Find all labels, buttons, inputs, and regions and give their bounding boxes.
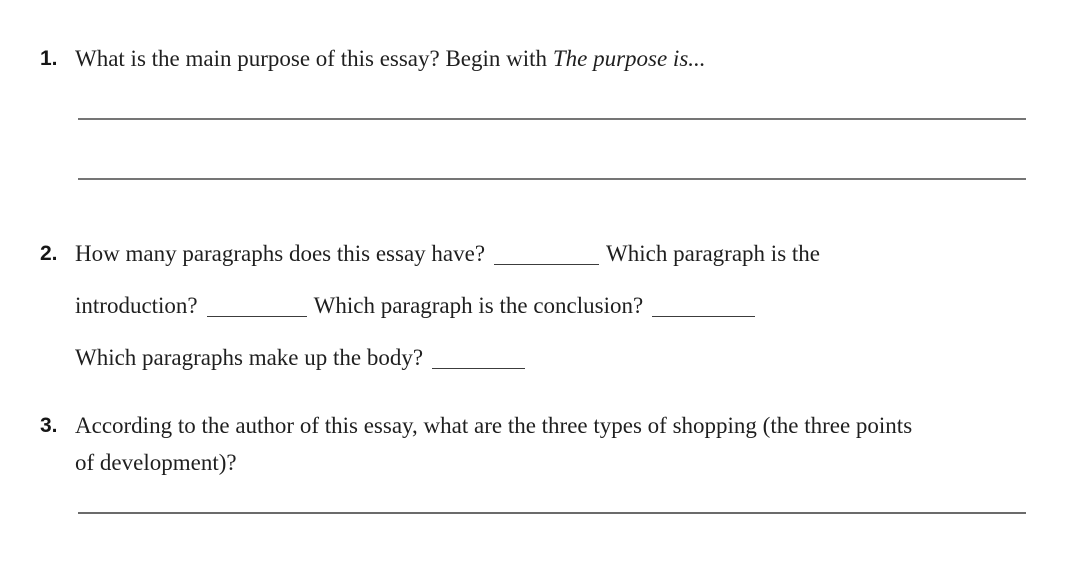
answer-blank-paragraph-count [494, 262, 599, 265]
answer-blank-introduction [207, 314, 307, 317]
question-3-line-2: of development)? [75, 450, 237, 475]
answer-line-1 [78, 118, 1026, 120]
question-3-number: 3. [40, 414, 58, 437]
question-2-text-e: Which paragraphs make up the body? [75, 345, 424, 370]
answer-line-3 [78, 512, 1026, 514]
question-1-text [75, 42, 1060, 76]
question-2 [40, 228, 1070, 384]
question-2-text-b: Which paragraph is the [606, 241, 820, 266]
question-2-number: 2. [40, 242, 58, 265]
question-2-text-c: introduction? [75, 293, 198, 318]
question-3 [40, 407, 1070, 481]
question-1-prompt: What is the main purpose of this essay? Begin with [75, 46, 553, 71]
answer-blank-conclusion [652, 314, 755, 317]
question-3-line-1: According to the author of this essay, what are the three types of shopping (the three points [75, 413, 913, 438]
answer-line-2 [78, 178, 1026, 180]
question-1-number: 1. [40, 47, 58, 70]
question-2-line-2 [75, 280, 1070, 332]
answer-blank-body [432, 366, 525, 369]
question-1-prompt-italic: The purpose is... [552, 46, 706, 71]
question-2-line-3 [75, 332, 1070, 384]
question-2-text-a: How many paragraphs does this essay have? [75, 241, 486, 266]
question-2-line-1 [75, 228, 1070, 280]
question-1 [40, 42, 1060, 76]
question-2-text-d: Which paragraph is the conclusion? [313, 293, 644, 318]
